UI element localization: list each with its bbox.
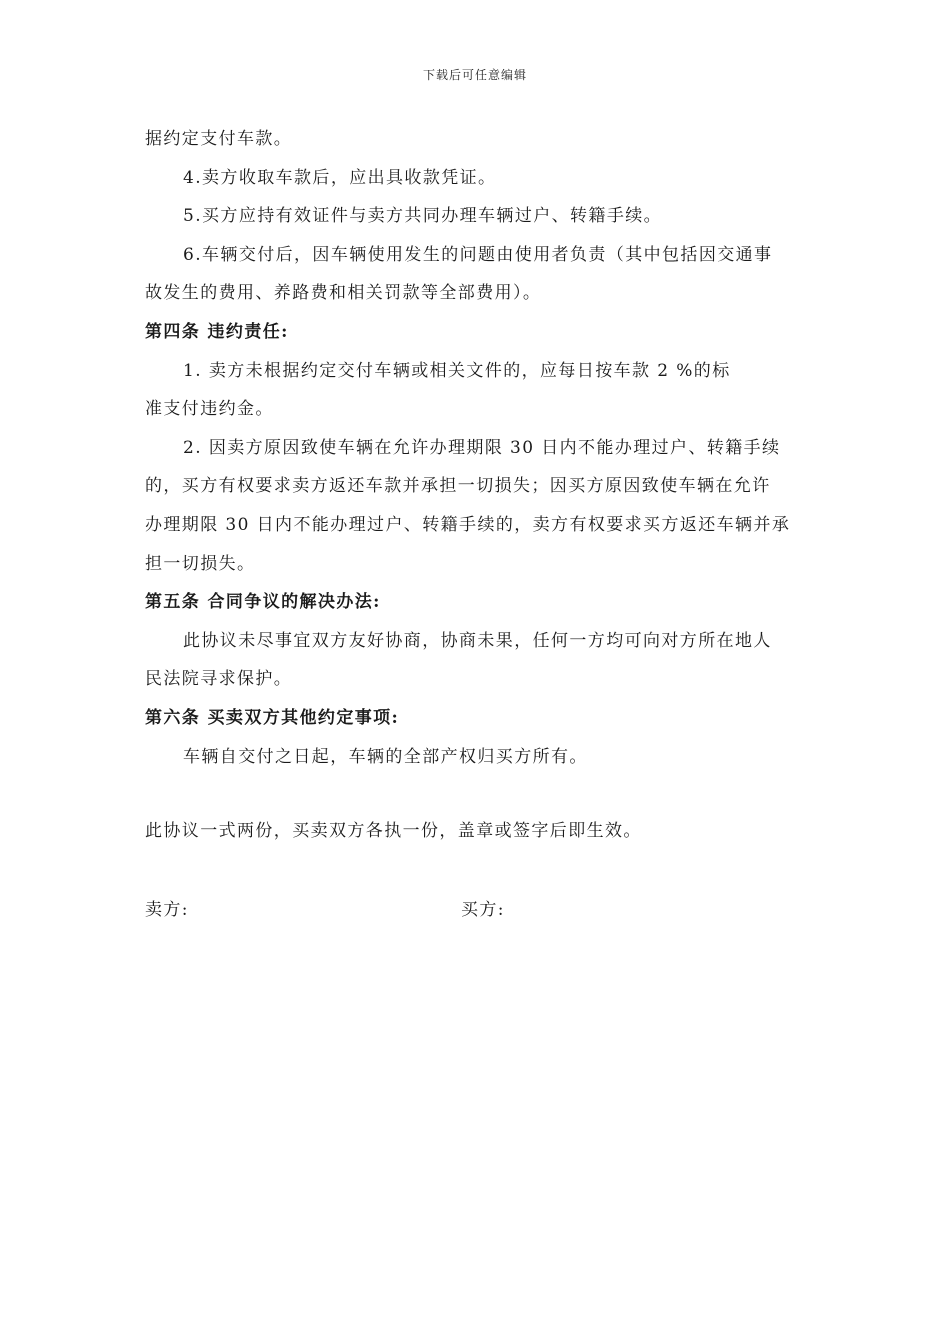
clause3-continuation: 据约定支付车款。	[145, 129, 293, 149]
clause4-item-2-line4: 担一切损失。	[145, 553, 256, 574]
seller-signature-label: 卖方:	[145, 899, 189, 920]
clause3-item-4: 4.卖方收取车款后，应出具收款凭证。	[183, 167, 497, 188]
clause4-item-2-line3: 办理期限 30 日内不能办理过户、转籍手续的，卖方有权要求买方返还车辆并承	[145, 514, 791, 535]
clause5-title: 第五条 合同争议的解决办法:	[145, 592, 381, 613]
signature-row	[145, 891, 810, 930]
clause4-item-1-line1: 1. 卖方未根据约定交付车辆或相关文件的，应每日按车款 2 %的标	[183, 360, 731, 381]
spacer	[145, 851, 810, 891]
page-header: 下载后可任意编辑	[422, 68, 527, 82]
clause4-item-1-line2: 准支付违约金。	[145, 399, 274, 420]
buyer-signature-label: 买方:	[461, 899, 505, 920]
clause4-title: 第四条 违约责任:	[145, 321, 289, 342]
clause6-title: 第六条 买卖双方其他约定事项:	[145, 707, 400, 728]
closing-statement: 此协议一式两份，买卖双方各执一份，盖章或签字后即生效。	[145, 821, 642, 842]
clause6-body: 车辆自交付之日起，车辆的全部产权归买方所有。	[183, 746, 588, 767]
spacer	[145, 776, 810, 812]
clause3-item-5: 5.买方应持有效证件与卖方共同办理车辆过户、转籍手续。	[183, 206, 663, 227]
clause4-item-2-line2: 的，买方有权要求卖方返还车款并承担一切损失；因买方原因致使车辆在允许	[145, 476, 771, 497]
clause3-item-6-line1: 6.车辆交付后，因车辆使用发生的问题由使用者负责（其中包括因交通事	[183, 244, 773, 265]
clause3-item-6-line2: 故发生的费用、养路费和相关罚款等全部费用）。	[145, 283, 542, 304]
clause5-body-line1: 此协议未尽事宜双方友好协商，协商未果，任何一方均可向对方所在地人	[183, 630, 772, 651]
clause5-body-line2: 民法院寻求保护。	[145, 669, 293, 690]
clause4-item-2-line1: 2. 因卖方原因致使车辆在允许办理期限 30 日内不能办理过户、转籍手续	[183, 437, 781, 458]
document-body	[145, 120, 810, 929]
